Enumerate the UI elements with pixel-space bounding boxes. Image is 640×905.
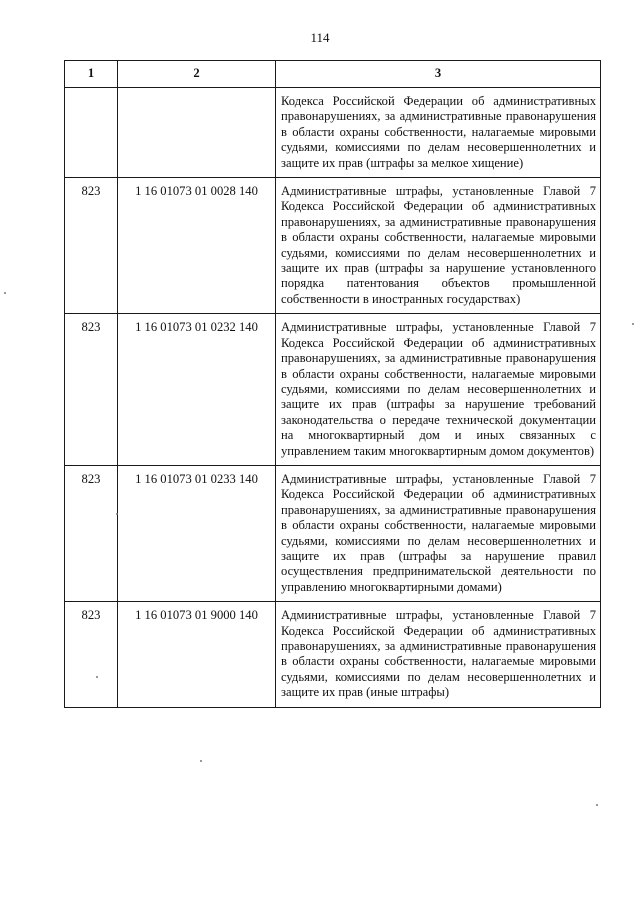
column-header-1: 1: [65, 61, 118, 88]
kbk-code-cell: 1 16 01073 01 0028 140: [118, 178, 276, 314]
description-cell: Кодекса Российской Федерации об административных правонарушениях, за административные правонарушения в области охраны собственности, налагаемые мировыми судьями, комиссиями по делам несовершеннолетних и защите их прав (штрафы за мелкое хищение): [276, 88, 601, 178]
page-number: 114: [310, 30, 330, 45]
scan-speck: [96, 676, 98, 678]
table-row: [65, 314, 601, 466]
table-row: [65, 88, 601, 178]
description-cell: Административные штрафы, установленные Главой 7 Кодекса Российской Федерации об административных правонарушениях, за административные правонарушения в области охраны собственности, налагаемые мировыми судьями, комиссиями по делам несовершеннолетних и защите их прав (штрафы за нарушение установленного порядка патентования объектов промышленной собственности в иностранных государствах): [276, 178, 601, 314]
admin-code-cell: [65, 88, 118, 178]
kbk-code-cell: 1 16 01073 01 9000 140: [118, 602, 276, 707]
table-row: [65, 465, 601, 601]
admin-code-cell: 823: [65, 602, 118, 707]
kbk-code-cell: [118, 88, 276, 178]
description-cell: Административные штрафы, установленные Главой 7 Кодекса Российской Федерации об административных правонарушениях, за административные правонарушения в области охраны собственности, налагаемые мировыми судьями, комиссиями по делам несовершеннолетних и защите их прав (иные штрафы): [276, 602, 601, 707]
kbk-code-cell: 1 16 01073 01 0232 140: [118, 314, 276, 466]
scan-speck: [116, 513, 118, 515]
scan-speck: [596, 804, 598, 806]
kbk-code-cell: 1 16 01073 01 0233 140: [118, 465, 276, 601]
admin-code-cell: 823: [65, 314, 118, 466]
column-header-2: 2: [118, 61, 276, 88]
table-header-row: [65, 61, 601, 88]
column-header-3: 3: [276, 61, 601, 88]
scan-speck: [4, 292, 6, 294]
budget-codes-table: [64, 60, 601, 708]
table-row: [65, 602, 601, 707]
scan-speck: [200, 760, 202, 762]
scan-speck: [632, 323, 634, 325]
description-cell: Административные штрафы, установленные Главой 7 Кодекса Российской Федерации об административных правонарушениях, за административные правонарушения в области охраны собственности, налагаемые мировыми судьями, комиссиями по делам несовершеннолетних и защите их прав (штрафы за нарушение требований законодательства о передаче технической документации на многоквартирный дом и иных связанных с управлением таким многоквартирным домом документов): [276, 314, 601, 466]
table-row: [65, 178, 601, 314]
admin-code-cell: 823: [65, 465, 118, 601]
admin-code-cell: 823: [65, 178, 118, 314]
description-cell: Административные штрафы, установленные Главой 7 Кодекса Российской Федерации об административных правонарушениях, за административные правонарушения в области охраны собственности, налагаемые мировыми судьями, комиссиями по делам несовершеннолетних и защите их прав (штрафы за нарушение правил осуществления предпринимательской деятельности по управлению многоквартирными домами): [276, 465, 601, 601]
